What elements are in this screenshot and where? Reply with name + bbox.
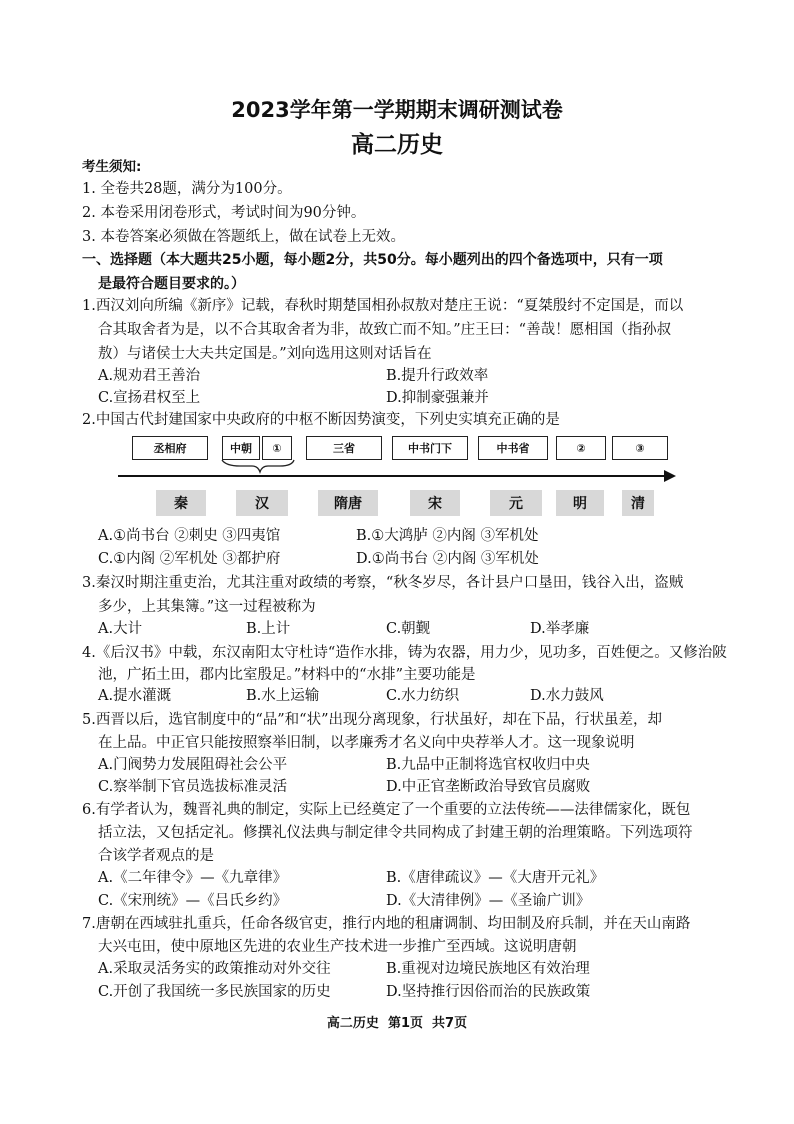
box-zhongshusheng: 中书省	[478, 436, 548, 460]
q6-option-a: A.《二年律令》—《九章律》	[98, 870, 288, 886]
q4-stem-1: 4.《后汉书》中载，东汉南阳太守杜诗“造作水排，铸为农器，用力少，见功多，百姓便之。又修治陂	[82, 645, 727, 661]
q1-option-d: D.抑制豪强兼并	[386, 390, 489, 406]
era-yuan: 元	[490, 490, 542, 516]
q5-option-b: B.九品中正制将选官权收归中央	[386, 757, 590, 773]
q2-option-a: A.①尚书台 ②刺史 ③四夷馆	[98, 528, 281, 544]
q5-option-d: D.中正官垄断政治导致官员腐败	[386, 779, 591, 795]
q4-option-b: B.水上运输	[246, 688, 320, 704]
box-chengxiangfu: 丞相府	[132, 436, 208, 460]
era-ming: 明	[556, 490, 604, 516]
q5-option-a: A.门阀势力发展阻碍社会公平	[98, 757, 288, 773]
q6-stem-3: 合该学者观点的是	[98, 848, 214, 864]
page-footer: 高二历史 第1页 共7页	[326, 1016, 468, 1031]
notice-item-3: 3. 本卷答案必须做在答题纸上，做在试卷上无效。	[82, 229, 405, 245]
q4-option-c: C.水力纺织	[386, 688, 460, 704]
q3-option-a: A.大计	[98, 621, 143, 637]
notice-heading: 考生须知:	[82, 159, 142, 175]
q2-stem: 2.中国古代封建国家中央政府的中枢不断因势演变，下列史实填充正确的是	[82, 412, 560, 428]
q6-option-c: C.《宋刑统》—《吕氏乡约》	[98, 893, 288, 909]
era-qin: 秦	[156, 490, 206, 516]
section-heading-cont: 是最符合题目要求的。）	[98, 276, 245, 292]
q4-option-a: A.提水灌溉	[98, 688, 172, 704]
q7-stem-2: 大兴屯田，使中原地区先进的农业生产技术进一步推广至西域。这说明唐朝	[98, 939, 577, 955]
q7-option-c: C.开创了我国统一多民族国家的历史	[98, 984, 331, 1000]
box-blank-1: ①	[262, 436, 292, 460]
q5-option-c: C.察举制下官员选拔标准灵活	[98, 779, 288, 795]
timeline-arrow	[0, 0, 794, 520]
era-song: 宋	[410, 490, 460, 516]
q1-stem-2: 合其取舍者为是，以不合其取舍者为非，故致亡而不知。”庄王曰：“善哉！愿相国（指孙叔	[98, 322, 672, 338]
q6-stem-2: 括立法，又包括定礼。修撰礼仪法典与制定律令共同构成了封建王朝的治理策略。下列选项符	[98, 825, 693, 841]
notice-item-1: 1. 全卷共28题，满分为100分。	[82, 181, 292, 197]
q4-stem-2: 池，广拓土田，郡内比室殷足。”材料中的“水排”主要功能是	[98, 667, 476, 683]
box-zhongshumenxia: 中书门下	[392, 436, 468, 460]
q7-option-d: D.坚持推行因俗而治的民族政策	[386, 984, 591, 1000]
q2-option-b: B.①大鸿胪 ②内阁 ③军机处	[356, 528, 539, 544]
q4-option-d: D.水力鼓风	[530, 688, 604, 704]
q6-option-d: D.《大清律例》—《圣谕广训》	[386, 893, 591, 909]
q1-option-c: C.宣扬君权至上	[98, 390, 201, 406]
notice-item-2: 2. 本卷采用闭卷形式，考试时间为90分钟。	[82, 205, 366, 221]
q3-option-b: B.上计	[246, 621, 291, 637]
q6-option-b: B.《唐律疏议》—《大唐开元礼》	[386, 870, 605, 886]
q2-option-d: D.①尚书台 ②内阁 ③军机处	[356, 551, 539, 567]
q1-stem-3: 敖）与诸侯士大夫共定国是。”刘向选用这则对话旨在	[98, 346, 432, 362]
q6-stem-1: 6.有学者认为，魏晋礼典的制定，实际上已经奠定了一个重要的立法传统——法律儒家化，既包	[82, 802, 691, 818]
q3-stem-2: 多少，上其集簿。”这一过程被称为	[98, 599, 316, 615]
era-qing: 清	[622, 490, 654, 516]
box-blank-3: ③	[612, 436, 668, 460]
q1-option-b: B.提升行政效率	[386, 368, 489, 384]
box-zhongchao: 中朝	[222, 436, 260, 460]
section-heading: 一、选择题（本大题共25小题，每小题2分，共50分。每小题列出的四个备选项中，只有一项	[82, 252, 663, 268]
exam-subject: 高二历史	[351, 132, 443, 158]
q5-stem-2: 在上品。中正官只能按照察举旧制，以孝廉秀才名义向中央荐举人才。这一现象说明	[98, 735, 635, 751]
q7-option-a: A.采取灵活务实的政策推动对外交往	[98, 961, 331, 977]
box-sansheng: 三省	[306, 436, 382, 460]
q7-option-b: B.重视对边境民族地区有效治理	[386, 961, 590, 977]
exam-title: 2023学年第一学期期末调研测试卷	[231, 98, 563, 122]
q3-stem-1: 3.秦汉时期注重吏治，尤其注重对政绩的考察，“秋冬岁尽，各计县户口垦田，钱谷入出，盗贼	[82, 575, 684, 591]
q3-option-d: D.举孝廉	[530, 621, 590, 637]
era-suitang: 隋唐	[318, 490, 378, 516]
q3-option-c: C.朝觐	[386, 621, 431, 637]
q1-option-a: A.规劝君王善治	[98, 368, 201, 384]
era-han: 汉	[236, 490, 288, 516]
q1-stem-1: 1.西汉刘向所编《新序》记载，春秋时期楚国相孙叔敖对楚庄王说：“夏桀殷纣不定国是，而以	[82, 298, 684, 314]
box-blank-2: ②	[556, 436, 606, 460]
q2-option-c: C.①内阁 ②军机处 ③都护府	[98, 551, 281, 567]
q5-stem-1: 5.西晋以后，选官制度中的“品”和“状”出现分离现象，行状虽好，却在下品，行状虽差，却	[82, 712, 662, 728]
q7-stem-1: 7.唐朝在西域驻扎重兵，任命各级官吏，推行内地的租庸调制、均田制及府兵制，并在天山南路	[82, 916, 691, 932]
